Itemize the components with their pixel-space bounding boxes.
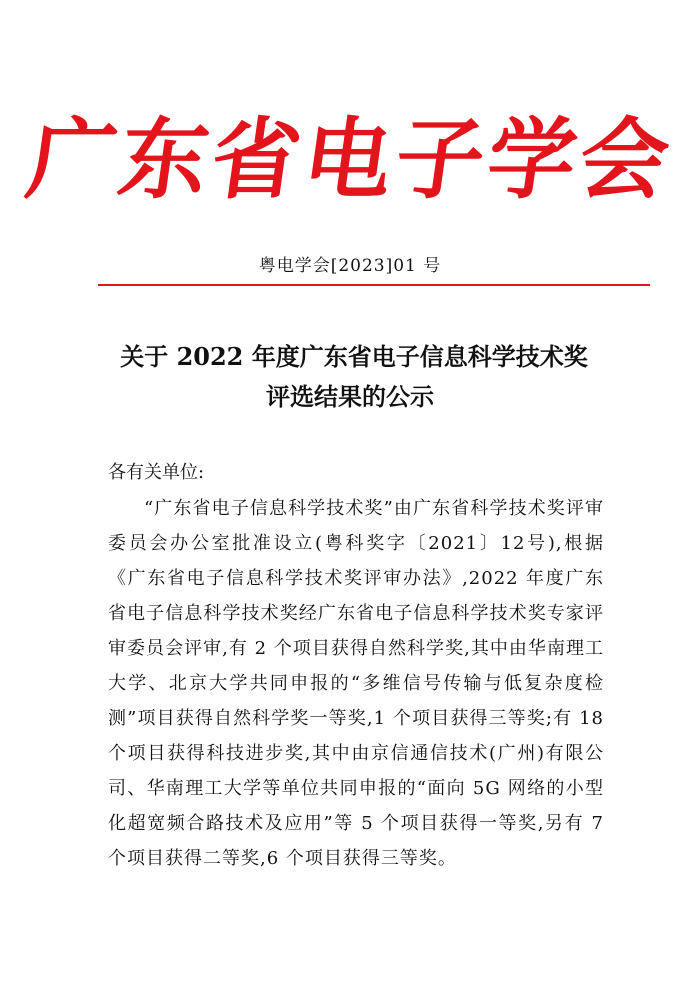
red-divider-rule — [98, 284, 650, 286]
document-title-line-1: 关于 2022 年度广东省电子信息科学技术奖 — [120, 342, 588, 371]
document-title-line-2: 评选结果的公示 — [266, 382, 434, 411]
salutation: 各有关单位: — [108, 462, 205, 483]
document-number: 粤电学会[2023]01 号 — [258, 256, 442, 276]
body-paragraph: “广东省电子信息科学技术奖”由广东省科学技术奖评审委员会办公室批准设立(粤科奖字〔2021〕12号),根据《广东省电子信息科学技术奖评审办法》,2022 年度广东省电子信息科学技术奖经广东省电子信息科学技术奖专家评审委员会评审,有 2 个项目获得自然科学奖,其中由华南理工大学、北京大学共同申报的“多维信号传输与低复杂度检测”项目获得自然科学奖一等奖,1 个项目获得三等奖;有 18 个项目获得科技进步奖,其中由京信通信技术(广州)有限公司、华南理工大学等单位共同申报的“面向 5G 网络的小型化超宽频合路技术及应用”等 5 个项目获得一等奖,另有 7 个项目获得二等奖,6 个项目获得三等奖。 — [108, 498, 604, 869]
masthead-title: 广东省电子学会 — [20, 108, 680, 211]
